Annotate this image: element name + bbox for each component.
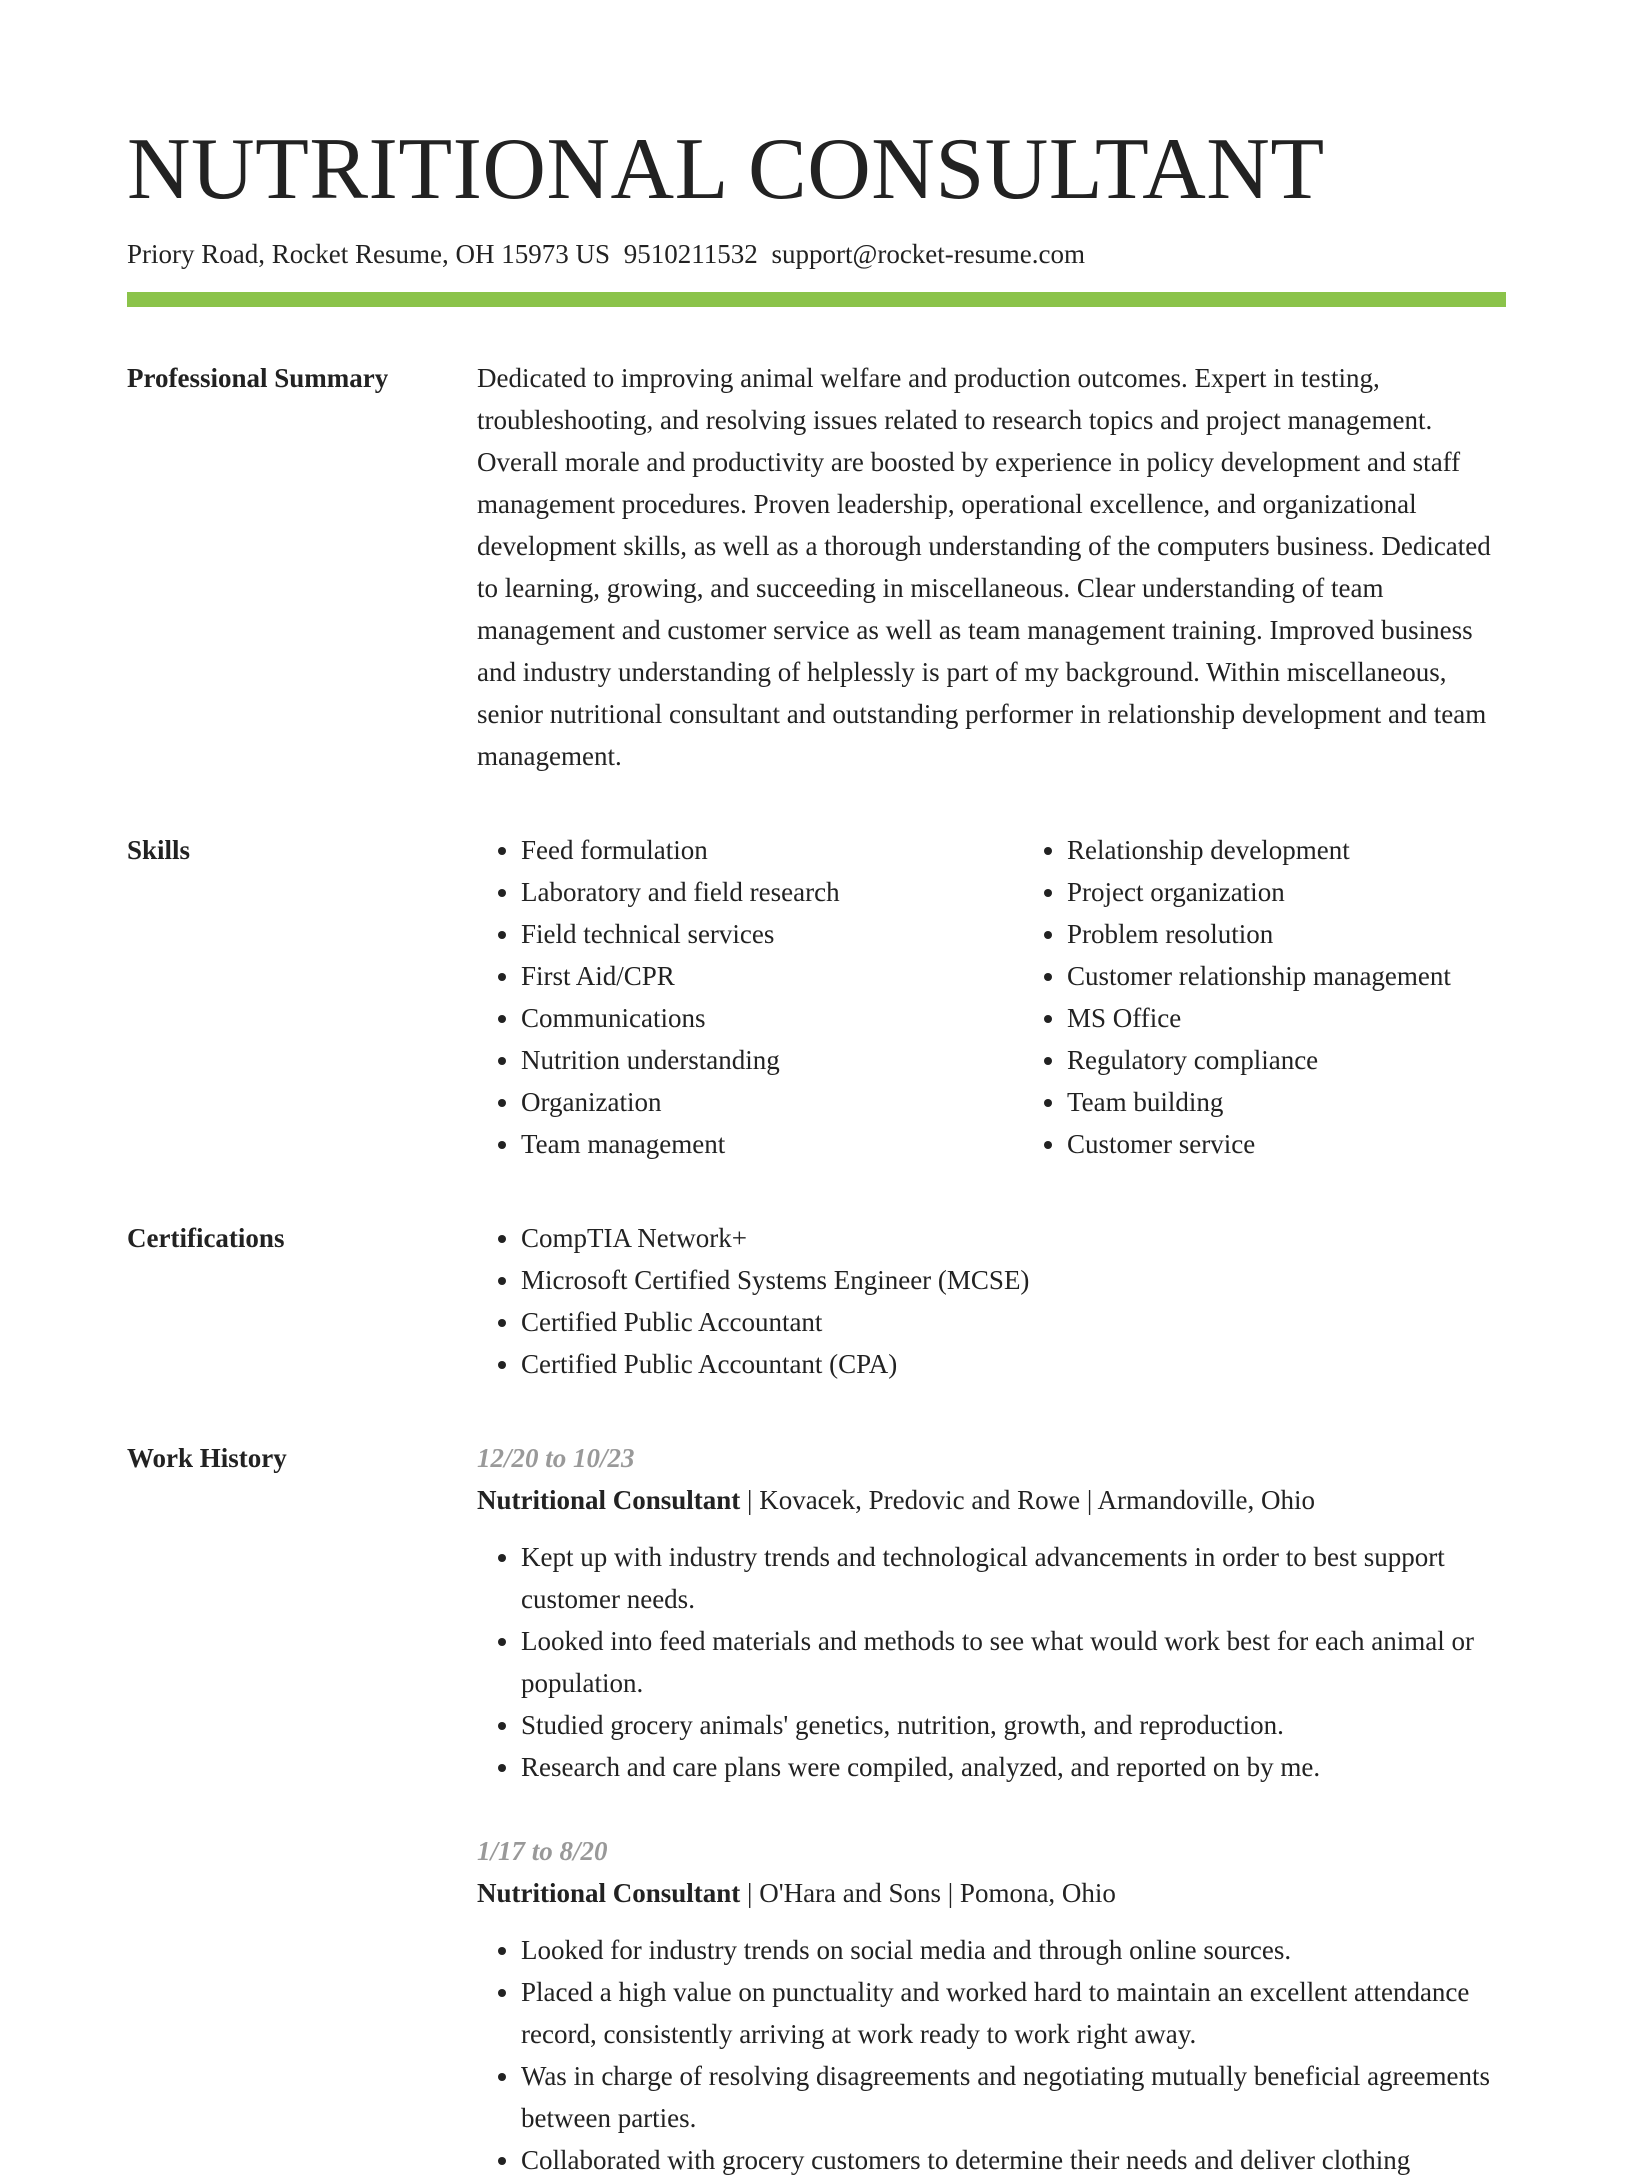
skill-item: • Feed formulation [521, 829, 1023, 871]
job-heading [477, 1479, 1506, 1521]
certification-item: • Certified Public Accountant (CPA) [521, 1343, 1506, 1385]
resume-title: NUTRITIONAL CONSULTANT [127, 121, 1325, 218]
certification-item: • Certified Public Accountant [521, 1301, 1506, 1343]
job-dates: 1/17 to 8/20 [477, 1836, 608, 1866]
skills-heading: Skills [127, 835, 191, 865]
skills-content [477, 829, 1506, 1165]
skill-item: • Relationship development [1067, 829, 1506, 871]
skill-item: • Customer service [1067, 1123, 1506, 1165]
skill-item: • Project organization [1067, 871, 1506, 913]
job-title: Nutritional Consultant [477, 1878, 741, 1908]
work-history-content [477, 1437, 1506, 2181]
job-bullets [477, 1929, 1506, 2181]
job-bullet: • Research and care plans were compiled, analyzed, and reported on by me. [521, 1746, 1506, 1788]
skill-item: • First Aid/CPR [521, 955, 1023, 997]
skills-list-left [477, 829, 1023, 1165]
job-bullet: • Placed a high value on punctuality and worked hard to maintain an excellent attendance record, consistently arriving at work ready to work right away. [521, 1971, 1506, 2055]
summary-content [477, 357, 1506, 777]
skill-item: • Team management [521, 1123, 1023, 1165]
job-bullet: • Kept up with industry trends and technological advancements in order to best support customer needs. [521, 1536, 1506, 1620]
contact-line [127, 236, 1506, 272]
job-title: Nutritional Consultant [477, 1485, 741, 1515]
certifications-section [127, 1217, 1506, 1385]
summary-text: Dedicated to improving animal welfare and production outcomes. Expert in testing, troubleshooting, and resolving issues related to research topics and project management. Overall morale and productivity are boosted by experience in policy development and staff management procedures. Proven leadership, operational excellence, and organizational development skills, as well as a thorough understanding of the computers business. Dedicated to learning, growing, and succeeding in miscellaneous. Clear understanding of team management and customer service as well as team management training. Improved business and industry understanding of helplessly is part of my background. Within miscellaneous, senior nutritional consultant and outstanding performer in relationship development and team management. [477, 363, 1491, 771]
contact-email: support@rocket-resume.com [771, 239, 1085, 269]
skill-item: • Team building [1067, 1081, 1506, 1123]
certifications-list [477, 1217, 1506, 1385]
certification-item: • Microsoft Certified Systems Engineer (MCSE) [521, 1259, 1506, 1301]
job-employer-location: | Kovacek, Predovic and Rowe | Armandoville, Ohio [740, 1485, 1315, 1515]
certifications-content [477, 1217, 1506, 1385]
work-history-heading: Work History [127, 1443, 287, 1473]
skill-item: • Laboratory and field research [521, 871, 1023, 913]
contact-address: Priory Road, Rocket Resume, OH 15973 US [127, 239, 610, 269]
skill-item: • Field technical services [521, 913, 1023, 955]
job-heading [477, 1872, 1506, 1914]
job-bullet: • Studied grocery animals' genetics, nutrition, growth, and reproduction. [521, 1704, 1506, 1746]
skill-item: • Organization [521, 1081, 1023, 1123]
skills-section [127, 829, 1506, 1165]
job-entry [477, 1437, 1506, 1788]
skill-item: • Nutrition understanding [521, 1039, 1023, 1081]
job-dates: 12/20 to 10/23 [477, 1443, 635, 1473]
certification-item: • CompTIA Network+ [521, 1217, 1506, 1259]
job-employer-location: | O'Hara and Sons | Pomona, Ohio [740, 1878, 1116, 1908]
contact-phone: 9510211532 [623, 239, 758, 269]
skill-item: • Communications [521, 997, 1023, 1039]
summary-section [127, 357, 1506, 777]
skill-item: • MS Office [1067, 997, 1506, 1039]
work-history-section [127, 1437, 1506, 2181]
header-divider [127, 292, 1506, 307]
certifications-heading: Certifications [127, 1223, 285, 1253]
job-bullet: • Looked into feed materials and methods to see what would work best for each animal or population. [521, 1620, 1506, 1704]
skill-item: • Regulatory compliance [1067, 1039, 1506, 1081]
job-bullet: • Was in charge of resolving disagreements and negotiating mutually beneficial agreements between parties. [521, 2055, 1506, 2139]
job-bullets [477, 1536, 1506, 1788]
skills-list-right [1023, 829, 1506, 1165]
job-bullet: • Collaborated with grocery customers to determine their needs and deliver clothing [521, 2139, 1506, 2181]
job-entry [477, 1830, 1506, 2181]
job-bullet: • Looked for industry trends on social media and through online sources. [521, 1929, 1506, 1971]
summary-heading: Professional Summary [127, 363, 389, 393]
skill-item: • Customer relationship management [1067, 955, 1506, 997]
skill-item: • Problem resolution [1067, 913, 1506, 955]
